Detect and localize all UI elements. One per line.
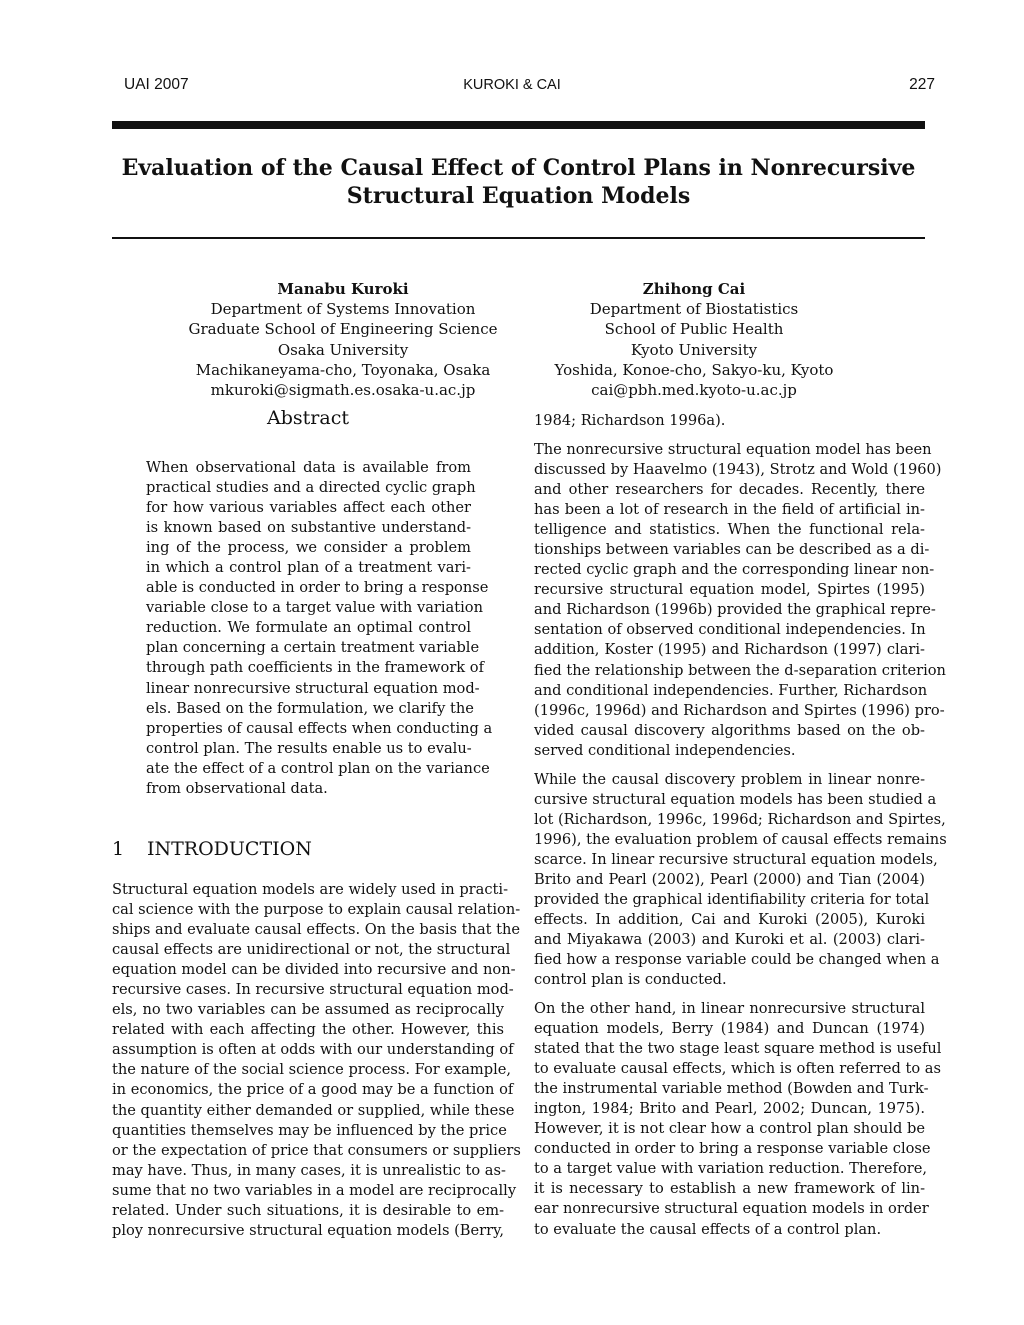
text-line: control plan. The results enable us to evalu- — [146, 739, 472, 757]
intro-paragraph-2 — [534, 440, 946, 761]
text-line: recursive cases. In recursive structural equation mod- — [112, 981, 514, 999]
text-line: in which a control plan of a treatment vari- — [146, 559, 471, 577]
text-line: the nature of the social science process. For example, — [112, 1061, 512, 1079]
text-line: ships and evaluate causal effects. On the basis that the — [112, 921, 521, 939]
text-line: ploy nonrecursive structural equation models (Berry, — [112, 1221, 505, 1239]
text-line: related with each affecting the other. However, this — [112, 1021, 504, 1039]
abstract-body — [146, 458, 493, 799]
text-line: discussed by Haavelmo (1943), Strotz and Wold (1960) — [534, 461, 942, 479]
text-line: vided causal discovery algorithms based on the ob- — [534, 721, 925, 739]
text-line: practical studies and a directed cyclic graph — [146, 479, 476, 497]
text-line: Brito and Pearl (2002), Pearl (2000) and Tian (2004) — [534, 871, 925, 889]
paper-title — [112, 154, 925, 210]
text-line: control plan is conducted. — [534, 971, 727, 989]
author-school: School of Public Health — [604, 320, 784, 339]
text-line: The nonrecursive structural equation model has been — [534, 441, 932, 458]
text-line: variable close to a target value with variation — [146, 599, 483, 617]
author-name: Zhihong Cai — [642, 280, 746, 298]
text-line: 1996), the evaluation problem of causal effects remains — [534, 831, 947, 849]
text-line: assumption is often at odds with our understanding of — [112, 1041, 514, 1059]
section-heading-introduction — [112, 838, 312, 860]
text-line: related. Under such situations, it is desirable to em- — [112, 1201, 504, 1219]
author-address: Machikaneyama-cho, Toyonaka, Osaka — [195, 360, 491, 379]
text-line: or the expectation of price that consumers or suppliers — [112, 1141, 521, 1159]
text-line: equation models, Berry (1984) and Duncan (1974) — [534, 1020, 925, 1038]
intro-paragraph-3 — [534, 770, 947, 991]
title-top-rule — [112, 121, 925, 129]
text-line: quantities themselves may be influenced by the price — [112, 1121, 507, 1139]
author-department: Department of Systems Innovation — [210, 300, 476, 319]
text-line: ate the effect of a control plan on the variance — [146, 759, 490, 777]
text-line: cursive structural equation models has been studied a — [534, 791, 937, 809]
text-line: is known based on substantive understand- — [146, 519, 471, 537]
abstract-heading: Abstract — [267, 407, 349, 429]
text-line: els, no two variables can be assumed as reciprocally — [112, 1001, 504, 1019]
text-line: However, it is not clear how a control plan should be — [534, 1120, 926, 1138]
paper-title-line-2: Structural Equation Models — [346, 183, 691, 209]
text-line: from observational data. — [146, 779, 328, 797]
text-line: telligence and statistics. When the functional rela- — [534, 521, 925, 539]
text-line: to evaluate the causal effects of a control plan. — [534, 1220, 882, 1238]
running-header-authors: KUROKI & CAI — [463, 77, 561, 93]
text-line: it is necessary to establish a new framework of lin- — [534, 1180, 925, 1198]
text-line: rected cyclic graph and the corresponding linear non- — [534, 561, 935, 579]
text-line: able is conducted in order to bring a response — [146, 579, 489, 597]
author-email: mkuroki@sigmath.es.osaka-u.ac.jp — [210, 381, 476, 400]
author-university: Kyoto University — [630, 340, 758, 359]
title-bottom-rule — [112, 237, 925, 239]
text-line: the instrumental variable method (Bowden and Turk- — [534, 1080, 929, 1098]
paper-title-line-1: Evaluation of the Causal Effect of Control Plans in Nonrecursive — [121, 155, 916, 181]
text-line: plan concerning a certain treatment variable — [146, 639, 480, 657]
text-line: ington, 1984; Brito and Pearl, 2002; Duncan, 1975). — [534, 1100, 925, 1118]
section-title: INTRODUCTION — [147, 838, 312, 860]
author-block-cai — [484, 279, 904, 400]
text-line: While the causal discovery problem in linear nonre- — [534, 771, 925, 788]
text-line: for how various variables affect each other — [146, 499, 471, 517]
author-email: cai@pbh.med.kyoto-u.ac.jp — [591, 381, 797, 400]
text-line: tionships between variables can be described as a di- — [534, 541, 930, 559]
text-line: and other researchers for decades. Recently, there — [534, 481, 925, 499]
author-address: Yoshida, Konoe-cho, Sakyo-ku, Kyoto — [554, 360, 834, 379]
page-number: 227 — [909, 76, 935, 93]
intro-paragraph-1-continuation — [534, 411, 925, 431]
text-line: the quantity either demanded or supplied, while these — [112, 1101, 515, 1119]
text-line: and Richardson (1996b) provided the graphical repre- — [534, 601, 936, 619]
text-line: cal science with the purpose to explain causal relation- — [112, 901, 521, 919]
text-line: sentation of observed conditional independencies. In — [534, 621, 926, 639]
text-line: in economics, the price of a good may be a function of — [112, 1081, 514, 1099]
text-line: and conditional independencies. Further, Richardson — [534, 681, 928, 699]
author-name: Manabu Kuroki — [277, 280, 409, 298]
text-line: provided the graphical identifiability criteria for total — [534, 891, 930, 909]
text-line: sume that no two variables in a model are reciprocally — [112, 1181, 517, 1199]
text-line: effects. In addition, Cai and Kuroki (2005), Kuroki — [534, 911, 925, 929]
text-line: 1984; Richardson 1996a). — [534, 412, 726, 429]
author-university: Osaka University — [277, 340, 409, 359]
author-department: Department of Biostatistics — [589, 300, 799, 319]
text-line: lot (Richardson, 1996c, 1996d; Richardson and Spirtes, — [534, 811, 946, 829]
text-line: may have. Thus, in many cases, it is unrealistic to as- — [112, 1161, 506, 1179]
text-line: els. Based on the formulation, we clarify the — [146, 699, 474, 717]
text-line: On the other hand, in linear nonrecursive structural — [534, 1000, 925, 1017]
text-line: conducted in order to bring a response variable close — [534, 1140, 931, 1158]
section-number: 1 — [112, 838, 125, 860]
text-line: ing of the process, we consider a problem — [146, 539, 471, 557]
text-line: equation model can be divided into recursive and non- — [112, 961, 516, 979]
text-line: to evaluate causal effects, which is often referred to as — [534, 1060, 941, 1078]
text-line: through path coefficients in the framework of — [146, 659, 484, 677]
text-line: Structural equation models are widely used in practi- — [112, 881, 508, 898]
text-line: When observational data is available from — [146, 459, 471, 476]
text-line: recursive structural equation model, Spirtes (1995) — [534, 581, 925, 599]
text-line: scarce. In linear recursive structural equation models, — [534, 851, 938, 869]
text-line: and Miyakawa (2003) and Kuroki et al. (2003) clari- — [534, 931, 925, 949]
text-line: (1996c, 1996d) and Richardson and Spirtes (1996) pro- — [534, 701, 945, 719]
intro-paragraph-1 — [112, 880, 521, 1241]
text-line: fied the relationship between the d-separation criterion — [534, 661, 946, 679]
text-line: served conditional independencies. — [534, 741, 796, 759]
text-line: addition, Koster (1995) and Richardson (1997) clari- — [534, 641, 925, 659]
text-line: fied how a response variable could be changed when a — [534, 951, 940, 969]
text-line: reduction. We formulate an optimal control — [146, 619, 471, 637]
text-line: to a target value with variation reduction. Therefore, — [534, 1160, 927, 1178]
text-line: has been a lot of research in the field of artificial in- — [534, 501, 925, 519]
author-school: Graduate School of Engineering Science — [188, 320, 498, 339]
text-line: causal effects are unidirectional or not, the structural — [112, 941, 511, 959]
text-line: properties of causal effects when conducting a — [146, 719, 493, 737]
text-line: stated that the two stage least square method is useful — [534, 1040, 942, 1058]
running-header-venue: UAI 2007 — [124, 76, 189, 93]
text-line: linear nonrecursive structural equation mod- — [146, 679, 480, 697]
text-line: ear nonrecursive structural equation models in order — [534, 1200, 929, 1218]
intro-paragraph-4 — [534, 999, 942, 1240]
